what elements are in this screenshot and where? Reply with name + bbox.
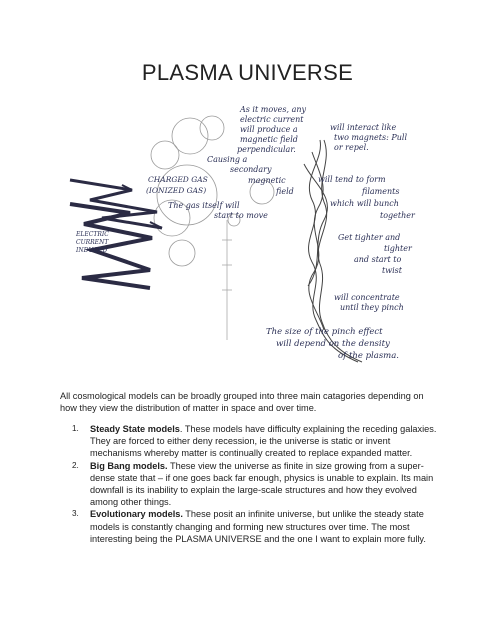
note-line: or repel.	[334, 143, 369, 152]
note-line: Causing a	[207, 155, 248, 164]
model-name: Evolutionary models.	[90, 509, 183, 520]
note-line: INDUCED	[76, 247, 108, 254]
model-description: . These models have difficulty explaining the receding galaxies. They are forced to either deny recession, ie the universe is static or invent mechanisms whereby matter is continually created to replace expanded matter.	[90, 424, 437, 459]
note-line: until they pinch	[340, 303, 404, 312]
models-list	[60, 423, 443, 545]
model-name: Big Bang models.	[90, 460, 168, 471]
model-description: These view the universe as finite in size growing from a super-dense state that – if one goes back far enough, physics is unable to explain. Its main downfall is its inability to explain the large-scale structures and how they evolved among other things.	[90, 460, 434, 508]
note-line: Get tighter and	[338, 233, 401, 242]
note-line: will interact like	[330, 123, 397, 132]
list-item	[60, 423, 443, 460]
list-number: 1.	[72, 424, 79, 433]
note-line: tighter	[384, 244, 412, 253]
note-line: ELECTRIC	[76, 231, 109, 238]
note-line: magnetic	[248, 176, 286, 185]
note-line: will concentrate	[334, 293, 400, 302]
note-line: The size of the pinch effect	[266, 327, 383, 337]
note-line: electric current	[240, 115, 304, 124]
note-line: of the plasma.	[338, 351, 400, 361]
center-tick-line	[222, 220, 232, 340]
note-line: two magnets: Pull	[334, 133, 407, 142]
note-line: will produce a	[240, 125, 298, 134]
note-line: and start to	[354, 255, 402, 264]
note-line: As it moves, any	[240, 105, 307, 114]
note-line: start to move	[214, 211, 268, 220]
model-name: Steady State models	[90, 424, 180, 434]
model-description: These posit an infinite universe, but unlike the steady state models is constantly changing and forming new structures over time. The most interesting being the PLASMA UNIVERSE and the one I want to explain more fully.	[90, 509, 426, 544]
note-line: magnetic field	[240, 135, 298, 144]
page-title: PLASMA UNIVERSE	[141, 60, 354, 85]
note-line: field	[276, 187, 294, 196]
note-line: which will bunch	[330, 199, 399, 208]
note-line: CURRENT	[76, 239, 109, 246]
note-line: will depend on the density	[276, 339, 390, 349]
note-line: (IONIZED GAS)	[146, 186, 207, 195]
note-line: together	[380, 211, 415, 220]
note-line: filaments	[362, 187, 400, 196]
note-line: The gas itself will	[168, 201, 240, 210]
note-line: twist	[382, 266, 402, 275]
list-number: 2.	[72, 460, 79, 470]
list-item	[60, 508, 443, 545]
list-item	[60, 460, 443, 509]
plasma-sketch-diagram	[62, 100, 432, 370]
note-line: CHARGED GAS	[148, 175, 208, 184]
note-line: will tend to form	[318, 175, 386, 184]
note-line: perpendicular.	[237, 145, 296, 154]
list-number: 3.	[72, 509, 79, 519]
intro-paragraph: All cosmological models can be broadly grouped into three main catagories depending on how they view the distribution of matter in space and over time.	[60, 391, 424, 414]
note-line: secondary	[230, 165, 272, 174]
